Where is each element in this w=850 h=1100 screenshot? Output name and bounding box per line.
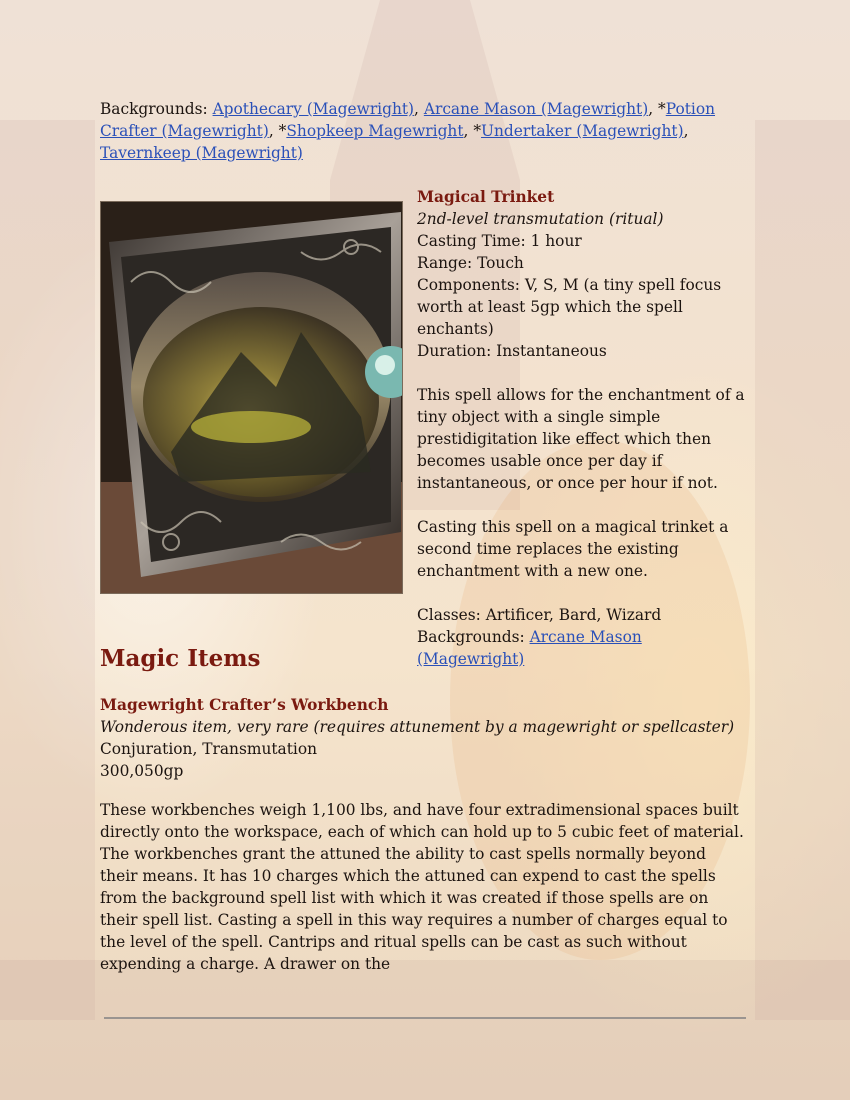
backgrounds-item — [100, 144, 303, 162]
magic-item-type: Wonderous item, very rare (requires attunement by a magewright or spellcaster) — [100, 718, 735, 736]
footer-divider — [104, 1017, 746, 1019]
background-link-apothecary[interactable]: Apothecary (Magewright) — [212, 100, 415, 118]
backgrounds-label: Backgrounds: — [100, 100, 213, 118]
backgrounds-item: *Potion Crafter (Magewright), — [100, 100, 716, 140]
background-link-arcane-mason[interactable]: Arcane Mason (Magewright) — [423, 100, 649, 118]
spell-entry — [417, 186, 749, 670]
backgrounds-list — [100, 98, 748, 164]
magic-item-name: Magewright Crafter’s Workbench — [100, 696, 389, 714]
backgrounds-item: *Shopkeep Magewright, — [278, 122, 474, 140]
background-link-undertaker[interactable]: Undertaker (Magewright) — [481, 122, 684, 140]
background-link-potion-crafter[interactable]: Potion Crafter (Magewright) — [100, 100, 716, 140]
background-link-shopkeep[interactable]: Shopkeep Magewright — [286, 122, 464, 140]
background-link-tavernkeep[interactable]: Tavernkeep (Magewright) — [100, 144, 303, 162]
spell-background-link-arcane-mason[interactable]: Arcane Mason (Magewright) — [417, 628, 642, 668]
spell-description-second: Casting this spell on a magical trinket a second time replaces the existing enchantment with a new one. — [417, 518, 729, 580]
spell-classes: Classes: Artificer, Bard, Wizard — [417, 606, 662, 624]
backgrounds-item: Apothecary (Magewright), — [212, 100, 424, 118]
spell-casting-time: Casting Time: 1 hour — [417, 232, 582, 250]
spell-level-school: 2nd-level transmutation (ritual) — [417, 210, 664, 228]
spell-backgrounds: Backgrounds: Arcane Mason (Magewright) — [417, 628, 642, 668]
magic-item-description: These workbenches weigh 1,100 lbs, and have four extradimensional spaces built directly onto the workspace, each of which can hold up to 5 cubic feet of material. The workbenches grant the attuned the ability to cast spells normally beyond their means. It has 10 charges which the attuned can expend to cast the spells from the background spell list with which it was created if those spells are on their spell list. Casting a spell in this way requires a number of charges equal to the level of the spell. Cantrips and ritual spells can be cast as such without expending a charge. A drawer on the — [100, 801, 744, 973]
backgrounds-item: *Undertaker (Magewright), — [473, 122, 689, 140]
magic-item-price: 300,050gp — [100, 762, 184, 780]
trinket-box-illustration — [100, 201, 403, 594]
spell-components: Components: V, S, M (a tiny spell focus worth at least 5gp which the spell enchants) — [417, 276, 722, 338]
magic-item-schools: Conjuration, Transmutation — [100, 740, 318, 758]
spell-range: Range: Touch — [417, 254, 524, 272]
spell-name: Magical Trinket — [417, 188, 555, 206]
magic-item-entry — [100, 694, 748, 782]
section-heading-magic-items: Magic Items — [100, 645, 261, 672]
spell-duration: Duration: Instantaneous — [417, 342, 607, 360]
backgrounds-item: Arcane Mason (Magewright), — [423, 100, 659, 118]
spell-description: This spell allows for the enchantment of a tiny object with a single simple prestidigitation like effect which then becomes usable once per day if instantaneous, or once per hour if not. — [417, 386, 745, 492]
